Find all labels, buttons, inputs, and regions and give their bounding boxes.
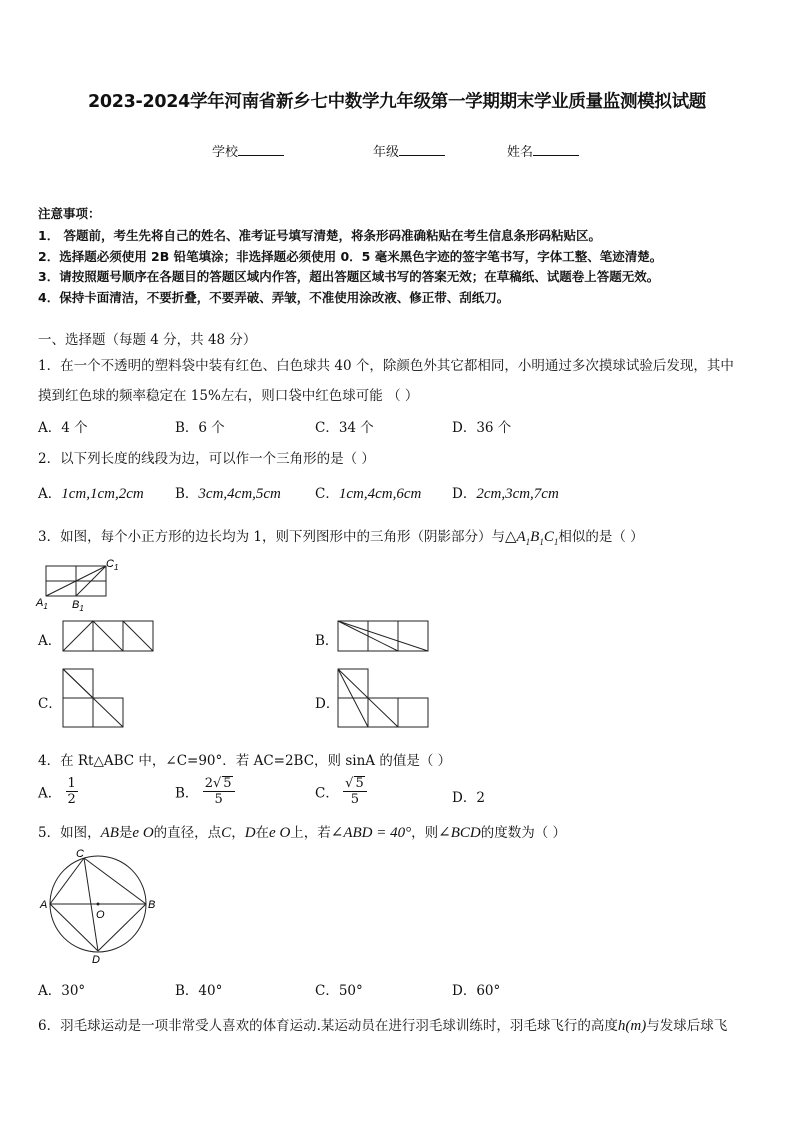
q3-option-a-label: A． — [38, 633, 62, 649]
page-title: 2023-2024学年河南省新乡七中数学九年级第一学期期末学业质量监测模拟试题 — [88, 92, 706, 112]
q3-reference-figure — [34, 558, 124, 614]
section-heading: 一、选择题（每题 4 分，共 48 分） — [38, 332, 257, 348]
q2-option-b: B．3cm,4cm,5cm — [175, 486, 281, 502]
q5-option-b: B．40° — [175, 983, 223, 999]
fig-point-c: C — [76, 848, 84, 860]
q3-stem: 3．如图，每个小正方形的边长均为 1，则下列图形中的三角形（阴影部分）与$\triangle A_1B_1C_1$相似的是（ ） — [38, 529, 644, 547]
name-field[interactable] — [507, 141, 579, 160]
q1-option-a: A．4 个 — [38, 420, 88, 436]
q1-option-c: C．34 个 — [315, 420, 374, 436]
q3-triangle: $\triangle A_1B_1C_1$ — [504, 529, 559, 547]
note-item: 1． 答题前，考生先将自己的姓名、准考证号填写清楚，将条形码准确粘贴在考生信息条形码粘贴区。 — [38, 228, 602, 243]
q3-option-a-figure — [62, 620, 156, 653]
q3-option-c-figure — [62, 668, 126, 730]
grade-label: 年级 — [373, 145, 400, 160]
fig-point-o: O — [96, 909, 105, 921]
q1-stem-line2: 摸到红色球的频率稳定在 15%左右，则口袋中红色球可能 （ ） — [38, 388, 419, 404]
fig-label-a1: $A_1$ — [36, 597, 48, 611]
fig-point-a: A — [40, 899, 48, 911]
q4-option-d: D．2 — [452, 790, 485, 806]
q1-option-b: B．6 个 — [175, 420, 225, 436]
fig-label-b1: $B_1$ — [72, 599, 84, 613]
school-label: 学校 — [212, 145, 239, 160]
q3-option-d-label: D． — [315, 696, 340, 712]
grade-field[interactable] — [373, 141, 445, 160]
q2-stem: 2．以下列长度的线段为边，可以作一个三角形的是（ ） — [38, 451, 375, 467]
q5-circle-figure — [36, 845, 158, 967]
q4-option-a: A． $\frac{1}{2}$ — [38, 776, 76, 807]
q3-option-b-label: B． — [315, 633, 339, 649]
q2-option-c: C．1cm,4cm,6cm — [315, 486, 422, 502]
q4-stem: 4．在 Rt△ABC 中，∠C=90°．若 AC=2BC，则 sinA 的值是（ ） — [38, 753, 452, 769]
q2-option-a: A．1cm,1cm,2cm — [38, 486, 144, 502]
fig-label-c1: $C_1$ — [106, 558, 119, 572]
q5-stem: 5．如图，AB是e O的直径，点C，D在e O上，若∠ABD = 40°，则∠BCD的度数为（ ） — [38, 825, 567, 841]
fig-point-d: D — [92, 954, 100, 966]
q1-option-d: D．36 个 — [452, 420, 512, 436]
q5-option-c: C．50° — [315, 983, 363, 999]
q3-option-c-label: C． — [38, 696, 62, 712]
notes-heading: 注意事项： — [38, 206, 101, 221]
q3-option-b-figure — [337, 620, 431, 653]
q4-option-b: B． $\frac{2√ 5}{5}$ — [175, 776, 235, 807]
q4-option-c: C． $\frac{√ 5}{5}$ — [315, 776, 367, 807]
q5-option-d: D．60° — [452, 983, 501, 999]
q1-stem-line1: 1．在一个不透明的塑料袋中装有红色、白色球共 40 个，除颜色外其它都相同，小明通过多次摸球试验后发现，其中 — [38, 358, 734, 374]
q3-option-d-figure — [337, 668, 431, 730]
q5-option-a: A．30° — [38, 983, 86, 999]
school-field[interactable] — [212, 141, 284, 160]
note-item: 3．请按照题号顺序在各题目的答题区域内作答，超出答题区域书写的答案无效；在草稿纸、试题卷上答题无效。 — [38, 269, 660, 284]
q6-stem: 6．羽毛球运动是一项非常受人喜欢的体育运动.某运动员在进行羽毛球训练时，羽毛球飞行的高度h(m)与发球后球飞 — [38, 1018, 728, 1034]
fig-point-b: B — [148, 899, 156, 911]
note-item: 2．选择题必须使用 2B 铅笔填涂；非选择题必须使用 0．5 毫米黑色字迹的签字笔书写，字体工整、笔迹清楚。 — [38, 249, 663, 264]
note-item: 4．保持卡面清洁，不要折叠，不要弄破、弄皱，不准使用涂改液、修正带、刮纸刀。 — [38, 290, 510, 305]
q2-option-d: D．2cm,3cm,7cm — [452, 486, 559, 502]
name-label: 姓名 — [507, 145, 534, 160]
